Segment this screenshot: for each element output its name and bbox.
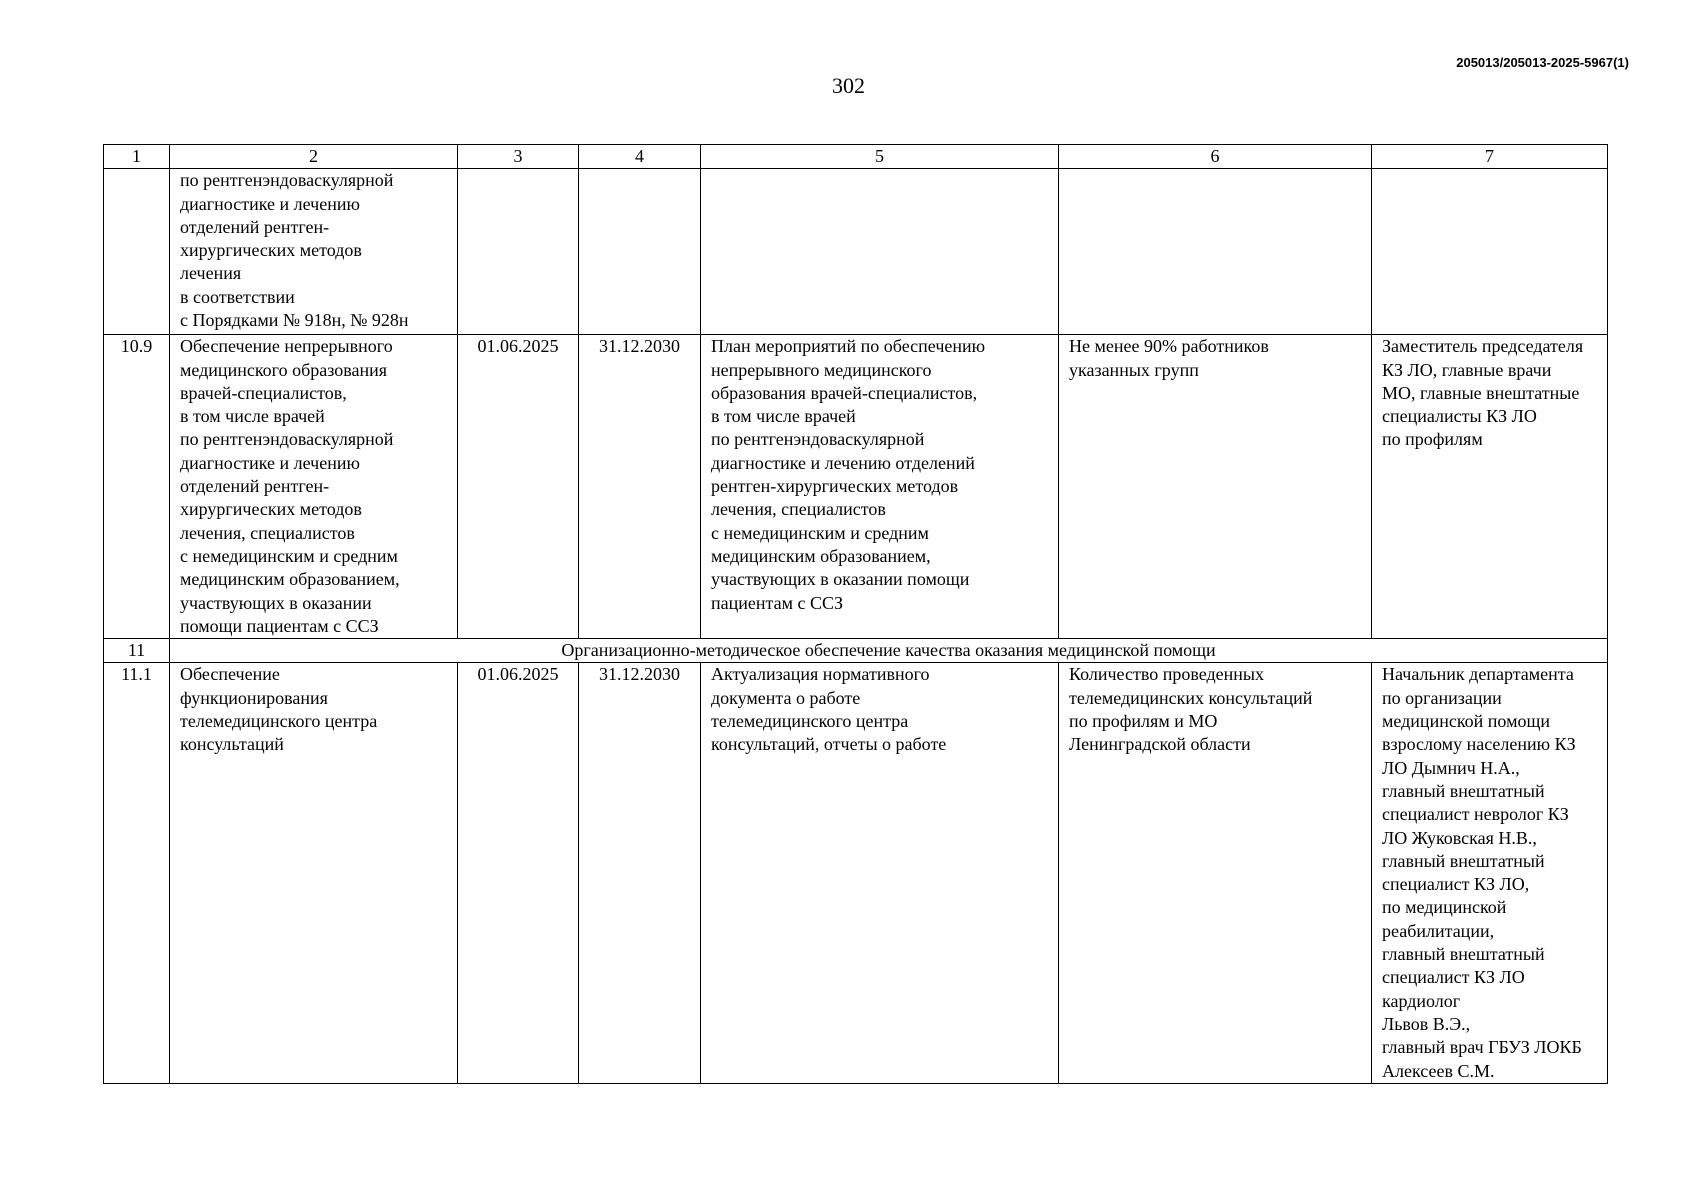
task-cell: Обеспечение функционирования телемедицинского центра консультаций bbox=[170, 663, 458, 1083]
responsible-cell: Заместитель председателя КЗ ЛО, главные врачи МО, главные внештатные специалисты КЗ ЛО по профилям bbox=[1372, 335, 1608, 639]
result-cell bbox=[701, 169, 1059, 335]
page-number: 302 bbox=[832, 73, 865, 98]
section-row bbox=[104, 639, 1608, 663]
responsible-cell bbox=[1372, 169, 1608, 335]
indicator-cell: Не менее 90% работников указанных групп bbox=[1059, 335, 1372, 639]
end-date-cell bbox=[579, 169, 701, 335]
task-cell: Обеспечение непрерывного медицинского образования врачей-специалистов, в том числе врачей по рентгенэндоваскулярной диагностике и лечению отделений рентген- хирургических методов лечения, специалистов с немедицинским и средним медицинским образованием, участвующих в оказании помощи пациентам с ССЗ bbox=[170, 335, 458, 639]
column-header-row bbox=[104, 145, 1608, 169]
result-cell: План мероприятий по обеспечению непрерывного медицинского образования врачей-специалистов, в том числе врачей по рентгенэндоваскулярной диагностике и лечению отделений рентген-хирургических методов лечения, специалистов с немедицинским и средним медицинским образованием, участвующих в оказании помощи пациентам с ССЗ bbox=[701, 335, 1059, 639]
responsible-cell: Начальник департамента по организации медицинской помощи взрослому населению КЗ ЛО Дымнич Н.А., главный внештатный специалист невролог КЗ ЛО Жуковская Н.В., главный внештатный специалист КЗ ЛО, по медицинской реабилитации, главный внештатный специалист КЗ ЛО кардиолог Львов В.Э., главный врач ГБУЗ ЛОКБ Алексеев С.М. bbox=[1372, 663, 1608, 1083]
column-header: 7 bbox=[1372, 145, 1608, 169]
plan-table bbox=[103, 144, 1608, 1084]
row-number-cell: 11.1 bbox=[104, 663, 170, 1083]
section-title-cell: Организационно-методическое обеспечение качества оказания медицинской помощи bbox=[170, 639, 1608, 663]
result-cell: Актуализация нормативного документа о работе телемедицинского центра консультаций, отчеты о работе bbox=[701, 663, 1059, 1083]
end-date-cell: 31.12.2030 bbox=[579, 663, 701, 1083]
start-date-cell: 01.06.2025 bbox=[458, 663, 579, 1083]
task-cell: по рентгенэндоваскулярной диагностике и лечению отделений рентген- хирургических методов лечения в соответствии с Порядками № 918н, № 928н bbox=[170, 169, 458, 335]
table-row bbox=[104, 663, 1608, 1083]
start-date-cell: 01.06.2025 bbox=[458, 335, 579, 639]
end-date-cell: 31.12.2030 bbox=[579, 335, 701, 639]
indicator-cell bbox=[1059, 169, 1372, 335]
column-header: 1 bbox=[104, 145, 170, 169]
section-number-cell: 11 bbox=[104, 639, 170, 663]
row-number-cell: 10.9 bbox=[104, 335, 170, 639]
column-header: 4 bbox=[579, 145, 701, 169]
start-date-cell bbox=[458, 169, 579, 335]
column-header: 3 bbox=[458, 145, 579, 169]
indicator-cell: Количество проведенных телемедицинских консультаций по профилям и МО Ленинградской области bbox=[1059, 663, 1372, 1083]
table-row bbox=[104, 169, 1608, 335]
document-id: 205013/205013-2025-5967(1) bbox=[1456, 55, 1629, 70]
row-number-cell bbox=[104, 169, 170, 335]
column-header: 6 bbox=[1059, 145, 1372, 169]
column-header: 5 bbox=[701, 145, 1059, 169]
table-row bbox=[104, 335, 1608, 639]
column-header: 2 bbox=[170, 145, 458, 169]
